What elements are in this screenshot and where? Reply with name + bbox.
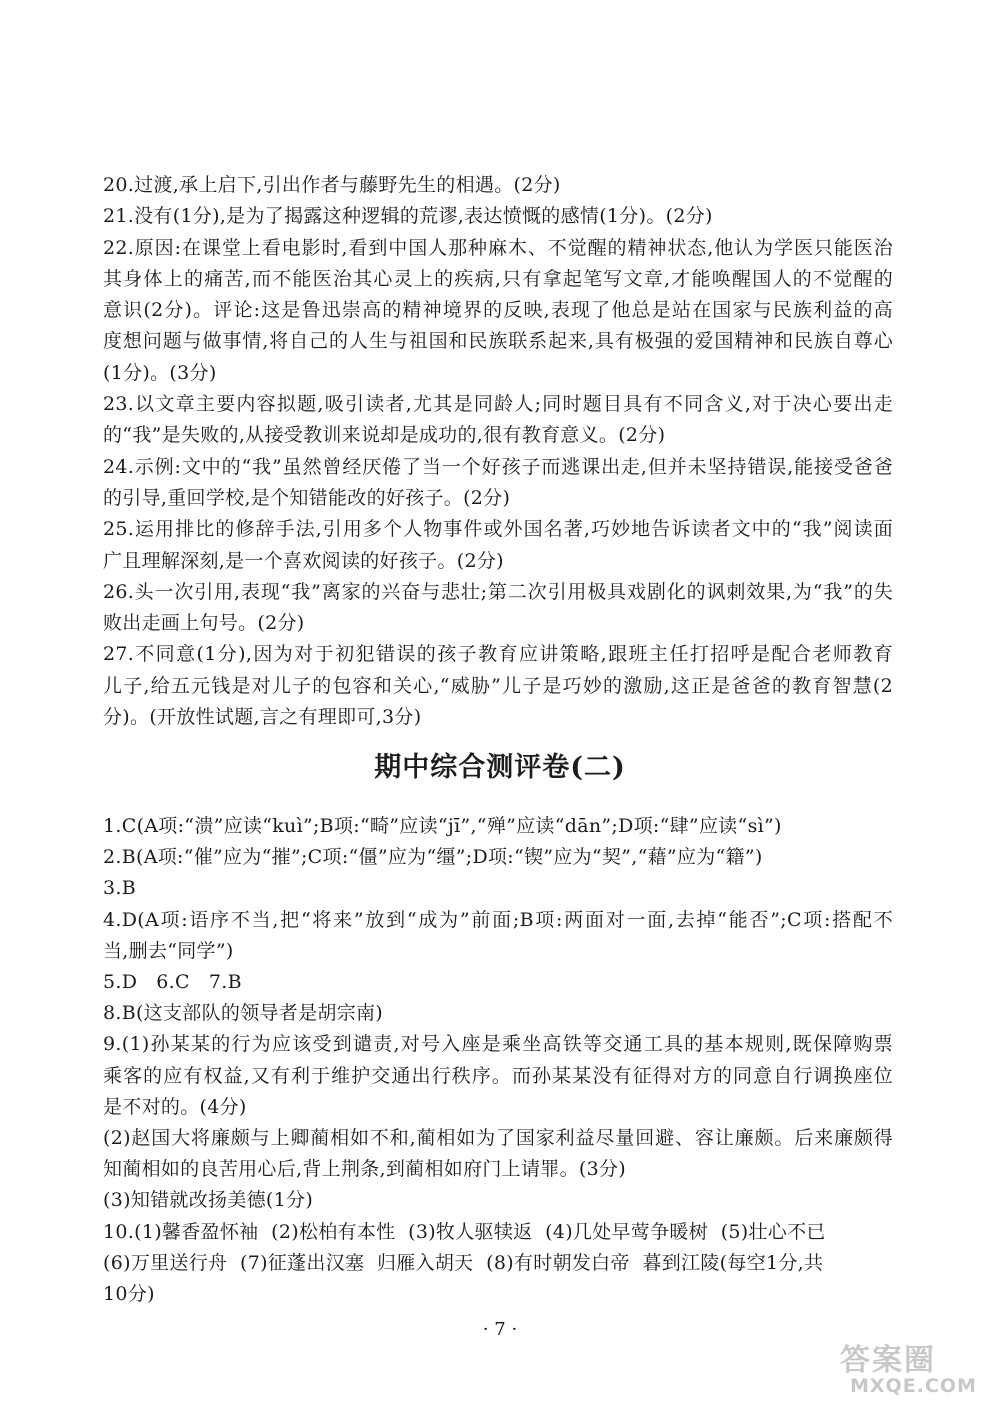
answer-line: 儿子,给五元钱是对儿子的包容和关心,“威胁”儿子是巧妙的激励,这正是爸爸的教育智慧(2 xyxy=(103,674,893,697)
watermark xyxy=(840,1335,990,1410)
answer-line: 5.D 6.C 7.B xyxy=(103,971,242,994)
answer-line: 当,删去“同学”) xyxy=(103,939,234,962)
answer-line: 22.原因:在课堂上看电影时,看到中国人那种麻木、不觉醒的精神状态,他认为学医只能医治 xyxy=(103,236,893,259)
watermark-logo: 答案圈 xyxy=(840,1343,936,1378)
answer-line: 知蔺相如的良苦用心后,背上荆条,到蔺相如府门上请罪。(3分) xyxy=(103,1158,626,1181)
answer-line: 25.运用排比的修辞手法,引用多个人物事件或外国名著,巧妙地告诉读者文中的“我”阅读面 xyxy=(103,518,893,541)
answer-line: 其身体上的痛苦,而不能医治其心灵上的疾病,只有拿起笔写文章,才能唤醒国人的不觉醒的 xyxy=(103,267,893,290)
answer-line: 意识(2分)。评论:这是鲁迅崇高的精神境界的反映,表现了他总是站在国家与民族利益的高 xyxy=(103,299,893,322)
answer-line: 是不对的。(4分) xyxy=(103,1095,247,1118)
answer-line: 21.没有(1分),是为了揭露这种逻辑的荒谬,表达愤慨的感情(1分)。(2分) xyxy=(103,205,713,228)
answer-line: 8.B(这支部队的领导者是胡宗南) xyxy=(103,1002,384,1025)
answer-line: 2.B(A项:“催”应为“摧”;C项:“僵”应为“缰”;D项:“锲”应为“契”,“藉”应为“籍”) xyxy=(103,846,763,869)
answer-line: 分)。(开放性试题,言之有理即可,3分) xyxy=(103,706,422,729)
answer-line: 20.过渡,承上启下,引出作者与藤野先生的相遇。(2分) xyxy=(103,174,561,196)
section-title: 期中综合测评卷(二) xyxy=(374,752,626,783)
answer-line: 败出走画上句号。(2分) xyxy=(103,612,305,635)
answer-line: 23.以文章主要内容拟题,吸引读者,尤其是同龄人;同时题目具有不同含义,对于决心要出走 xyxy=(103,393,893,416)
answer-line: (1分)。(3分) xyxy=(103,361,217,384)
answer-line: 9.(1)孙某某的行为应该受到谴责,对号入座是乘坐高铁等交通工具的基本规则,既保障购票 xyxy=(103,1033,893,1056)
answer-line: 广且理解深刻,是一个喜欢阅读的好孩子。(2分) xyxy=(103,549,504,572)
page-number: · 7 · xyxy=(482,1319,518,1340)
answer-line: 的引导,重回学校,是个知错能改的好孩子。(2分) xyxy=(103,486,511,509)
answer-line: 10.(1)馨香盈怀袖 (2)松柏有本性 (3)牧人驱犊返 (4)几处早莺争暖树 (5)壮心不已 xyxy=(103,1220,826,1243)
answers-section-previous xyxy=(103,170,893,733)
answer-line: 乘客的应有权益,又有利于维护交通出行秩序。而孙某某没有征得对方的同意自行调换座位 xyxy=(103,1064,893,1087)
answer-line: 3.B xyxy=(103,877,136,900)
answer-line: 的“我”是失败的,从接受教训来说却是成功的,很有教育意义。(2分) xyxy=(103,424,666,447)
answer-line: 1.C(A项:“溃”应读“kuì”;B项:“畸”应读“jī”,“殚”应读“dān”;D项:“肆”应读“sì”) xyxy=(103,815,782,837)
answer-line: 4.D(A项:语序不当,把“将来”放到“成为”前面;B项:两面对一面,去掉“能否”;C项:搭配不 xyxy=(103,908,893,931)
answer-line: (3)知错就改扬美德(1分) xyxy=(103,1189,314,1212)
answer-line: (2)赵国大将廉颇与上卿蔺相如不和,蔺相如为了国家利益尽量回避、容让廉颇。后来廉颇得 xyxy=(103,1127,893,1150)
answer-line: 度想问题与做事情,将自己的人生与祖国和民族联系起来,具有极强的爱国精神和民族自尊心 xyxy=(103,330,893,353)
answer-line: 10分) xyxy=(103,1283,155,1306)
answer-line: 24.示例:文中的“我”虽然曾经厌倦了当一个好孩子而逃课出走,但并未坚持错误,能接受爸爸 xyxy=(103,455,893,478)
answer-line: (6)万里送行舟 (7)征蓬出汉塞 归雁入胡天 (8)有时朝发白帝 暮到江陵(每空1分,共 xyxy=(103,1251,824,1274)
answer-line: 27.不同意(1分),因为对于初犯错误的孩子教育应讲策略,跟班主任打招呼是配合老师教育 xyxy=(103,643,893,666)
answers-section-midterm xyxy=(103,811,893,1310)
watermark-url: MXQE.COM xyxy=(850,1375,977,1397)
answer-line: 26.头一次引用,表现“我”离家的兴奋与悲壮;第二次引用极具戏剧化的讽刺效果,为“我”的失 xyxy=(103,580,893,603)
